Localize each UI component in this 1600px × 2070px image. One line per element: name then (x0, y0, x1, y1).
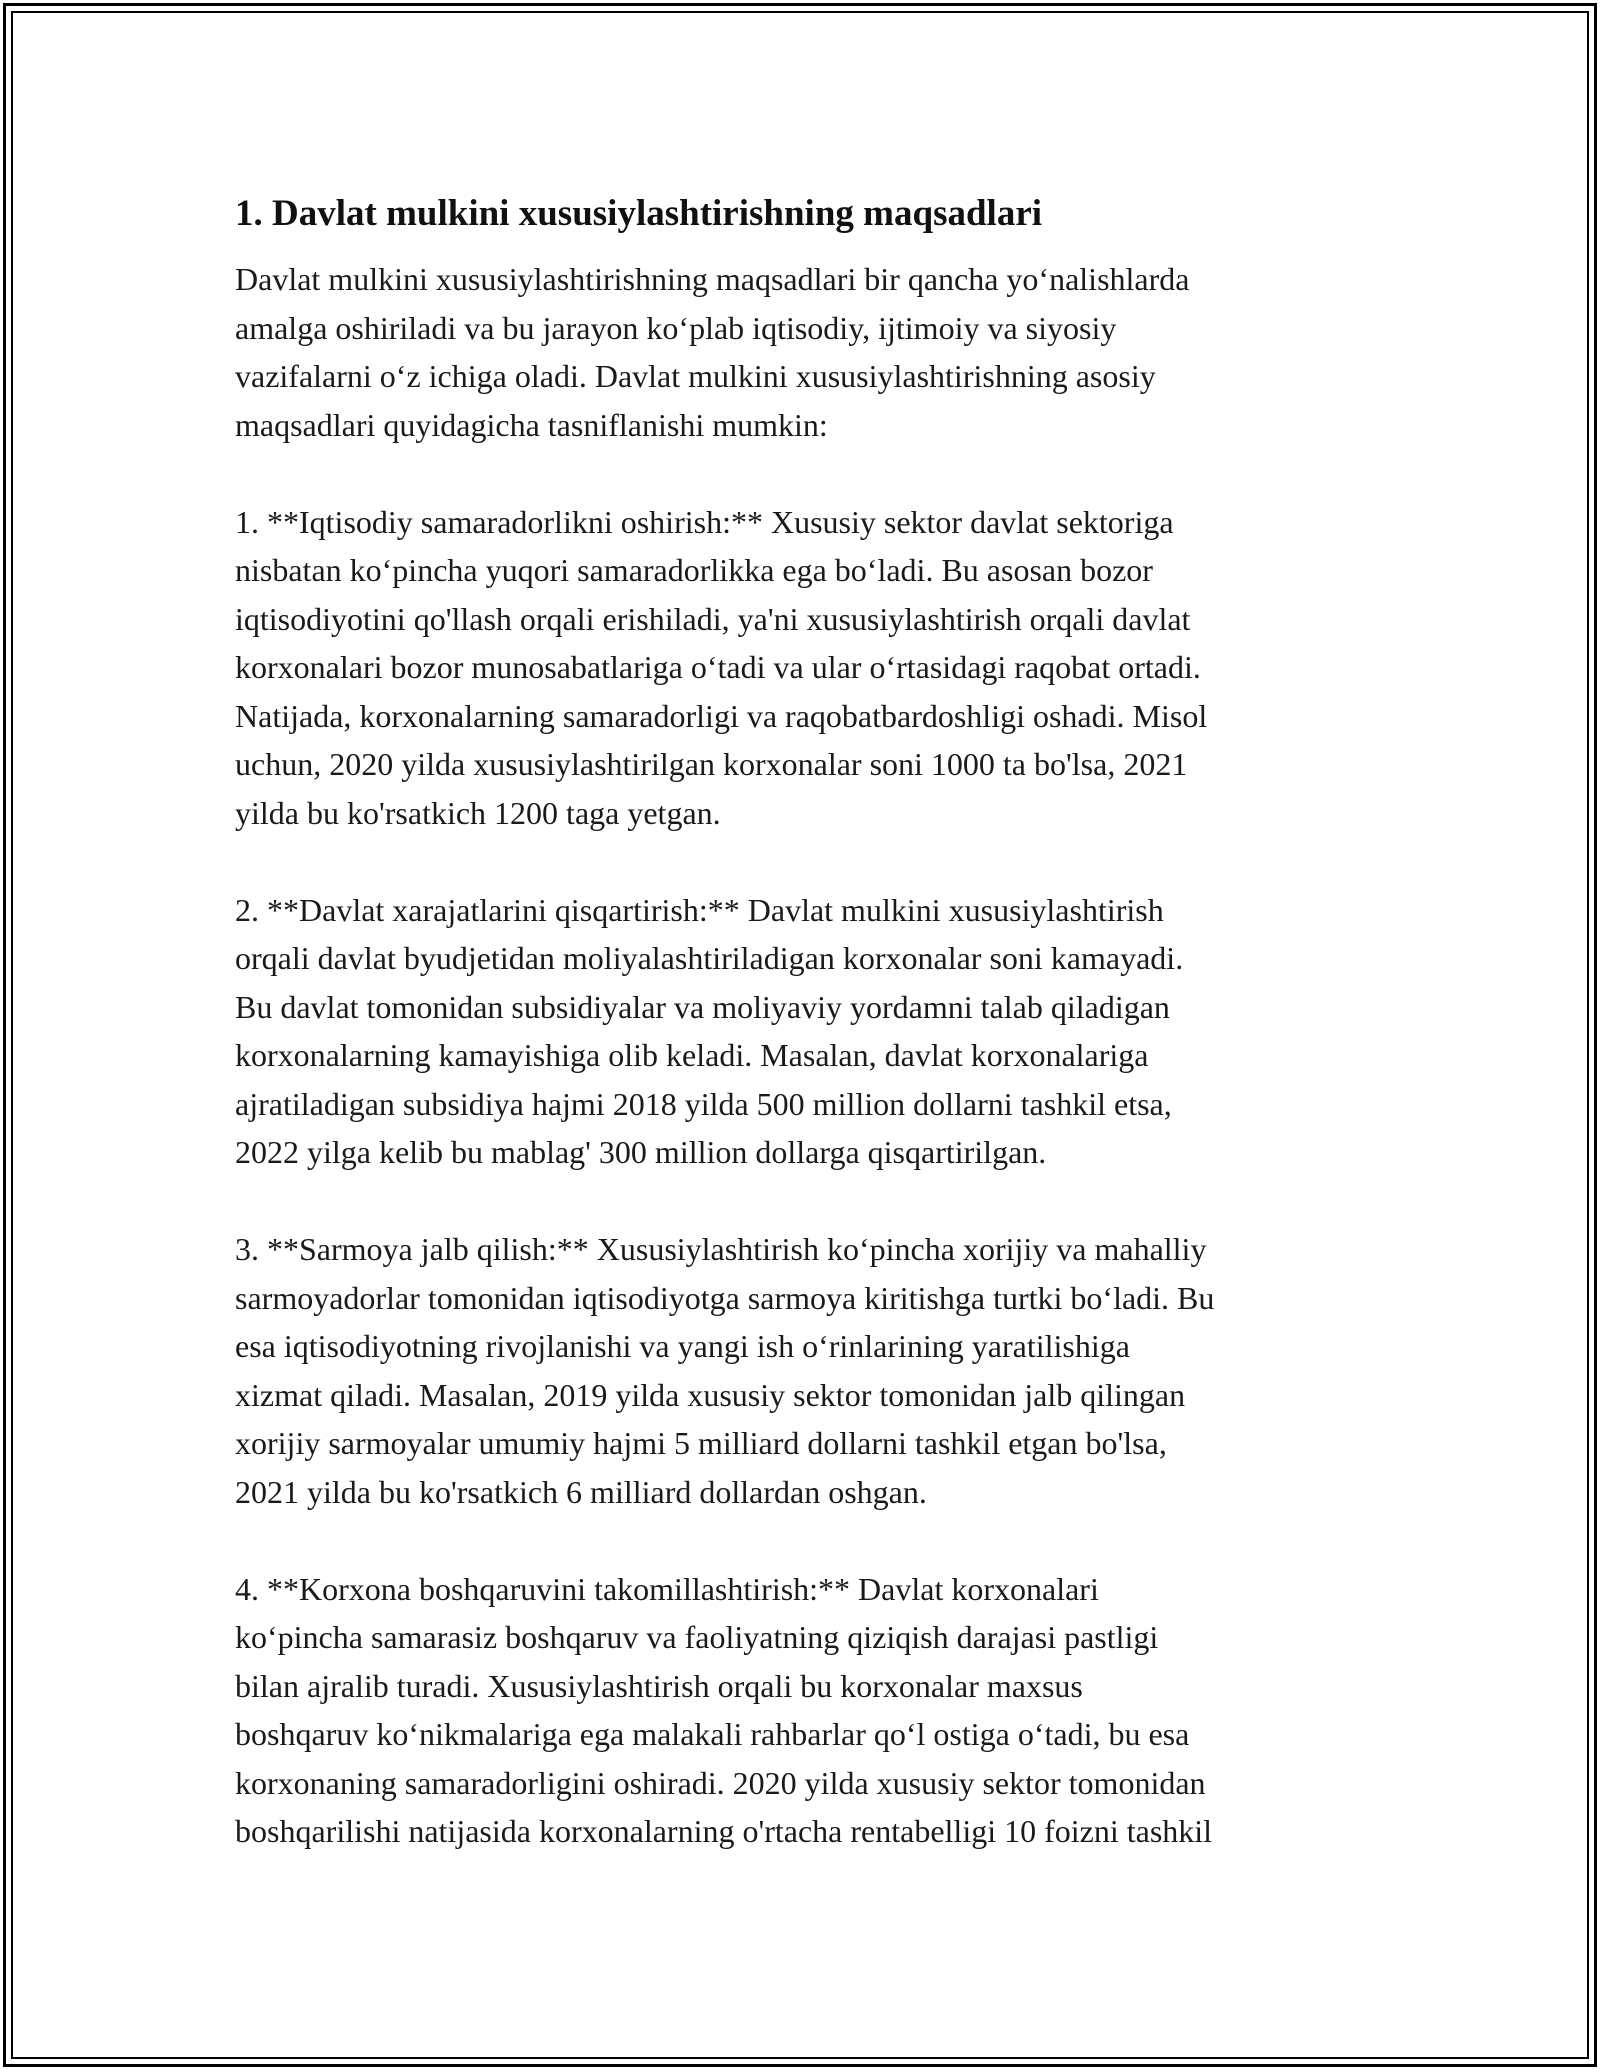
paragraph-spacer (235, 1177, 1355, 1226)
paragraph-spacer (235, 449, 1355, 498)
paragraph-spacer (235, 837, 1355, 886)
document-body (235, 188, 1355, 1856)
paragraph-economic-efficiency: 1. **Iqtisodiy samaradorlikni oshirish:** Xususiy sektor davlat sektoriga nisbatan ko‘pincha yuqori samaradorlikka ega bo‘ladi. Bu asosan bozor iqtisodiyotini qo'llash orqali erishiladi, ya'ni xususiylashtirish orqali davlat korxonalari bozor munosabatlariga o‘tadi va ular o‘rtasidagi raqobat ortadi. Natijada, korxonalarning samaradorligi va raqobatbardoshligi oshadi. Misol uchun, 2020 yilda xususiylashtirilgan korxonalar soni 1000 ta bo'lsa, 2021 yilda bu ko'rsatkich 1200 taga yetgan. (235, 503, 1208, 831)
intro-paragraph: Davlat mulkini xususiylashtirishning maqsadlari bir qancha yo‘nalishlarda amalga oshiriladi va bu jarayon ko‘plab iqtisodiy, ijtimoiy va siyosiy vazifalarni o‘z ichiga oladi. Davlat mulkini xususiylashtirishning asosiy maqsadlari quyidagicha tasniflanishi mumkin: (235, 261, 1190, 443)
section-heading: 1. Davlat mulkini xususiylashtirishning maqsadlari (235, 193, 1043, 234)
paragraph-investment: 3. **Sarmoya jalb qilish:** Xususiylashtirish ko‘pincha xorijiy va mahalliy sarmoyadorlar tomonidan iqtisodiyotga sarmoya kiritishga turtki bo‘ladi. Bu esa iqtisodiyotning rivojlanishi va yangi ish o‘rinlarining yaratilishiga xizmat qiladi. Masalan, 2019 yilda xususiy sektor tomonidan jalb qilingan xorijiy sarmoyalar umumiy hajmi 5 milliard dollarni tashkil etgan bo'lsa, 2021 yilda bu ko'rsatkich 6 milliard dollardan oshgan. (235, 1231, 1215, 1510)
paragraph-expense-reduction: 2. **Davlat xarajatlarini qisqartirish:** Davlat mulkini xususiylashtirish orqali davlat byudjetidan moliyalashtiriladigan korxonalar soni kamayadi. Bu davlat tomonidan subsidiyalar va moliyaviy yordamni talab qiladigan korxonalarning kamayishiga olib keladi. Masalan, davlat korxonalariga ajratiladigan subsidiya hajmi 2018 yilda 500 million dollarni tashkil etsa, 2022 yilga kelib bu mablag' 300 million dollarga qisqartirilgan. (235, 891, 1184, 1170)
paragraph-spacer (235, 1516, 1355, 1565)
paragraph-management: 4. **Korxona boshqaruvini takomillashtirish:** Davlat korxonalari ko‘pincha samarasiz boshqaruv va faoliyatning qiziqish darajasi pastligi bilan ajralib turadi. Xususiylashtirish orqali bu korxonalar maxsus boshqaruv ko‘nikmalariga ega malakali rahbarlar qo‘l ostiga o‘tadi, bu esa korxonaning samaradorligini oshiradi. 2020 yilda xususiy sektor tomonidan boshqarilishi natijasida korxonalarning o'rtacha rentabelligi 10 foizni tashkil (235, 1570, 1213, 1849)
